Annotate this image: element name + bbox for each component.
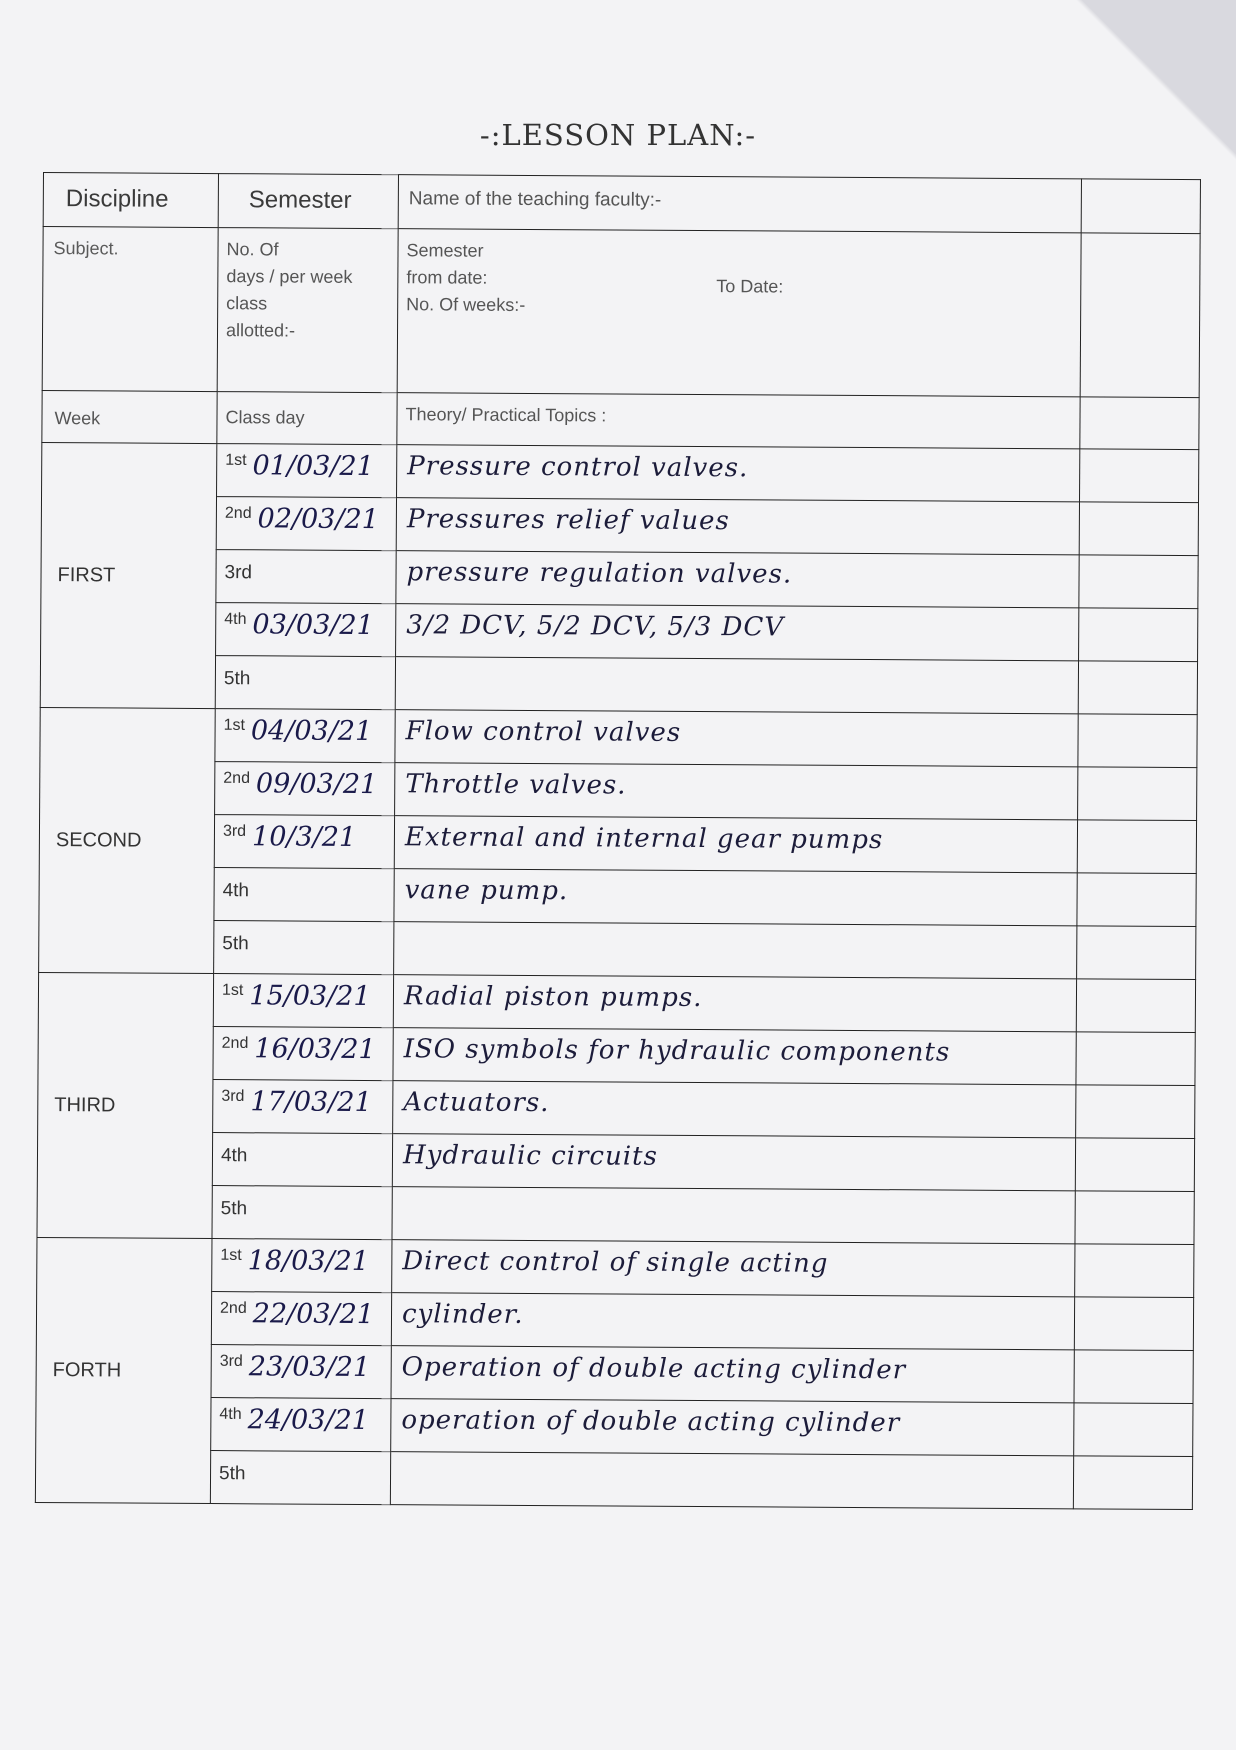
blank-cell: [1073, 1456, 1192, 1510]
class-date: 04/03/21: [250, 715, 373, 748]
topics-column-header: Theory/ Practical Topics :: [405, 404, 607, 426]
topic-cell: Throttle valves.: [395, 763, 1078, 820]
topic-cell: Hydraulic circuits: [392, 1134, 1075, 1191]
class-day-ordinal: [219, 1405, 242, 1431]
week-label: SECOND: [39, 707, 216, 973]
class-day-ordinal: [222, 822, 247, 848]
class-day-ordinal: [225, 451, 247, 477]
blank-cell: [1074, 1297, 1193, 1351]
discipline-header-cell: [43, 173, 218, 228]
class-day-ordinal: [221, 1087, 245, 1113]
topic-cell: [392, 1187, 1075, 1244]
class-day-ordinal-sup: 2nd: [224, 504, 252, 522]
class-day-ordinal: 4th: [222, 880, 250, 902]
class-day-ordinal-sup: 4th: [219, 1405, 242, 1423]
days-line: allotted:-: [225, 320, 296, 341]
week-column-header: Week: [54, 408, 101, 429]
topic-cell: [390, 1452, 1073, 1509]
class-day-cell: [212, 1186, 392, 1240]
class-day-cell: [214, 815, 394, 869]
class-day-ordinal: 5th: [218, 1463, 246, 1485]
days-line: days / per week: [226, 266, 353, 287]
blank-cell: [1074, 1350, 1193, 1404]
class-day-ordinal: 5th: [223, 668, 251, 690]
class-date: 03/03/21: [252, 609, 374, 642]
class-day-ordinal: [224, 504, 252, 530]
class-date: 10/3/21: [251, 821, 357, 853]
subject-label: Subject.: [53, 238, 119, 259]
class-day-cell: [211, 1398, 391, 1452]
class-day-cell: [216, 497, 396, 551]
topic-cell: Actuators.: [393, 1081, 1076, 1138]
blank-cell: [1080, 397, 1199, 450]
blank-cell: [1076, 1085, 1195, 1139]
class-day-cell: [217, 444, 397, 498]
topic-cell: ISO symbols for hydraulic components: [393, 1028, 1076, 1085]
class-day-row: [37, 1237, 1194, 1297]
blank-cell: [1077, 926, 1196, 980]
to-date-label: To Date:: [716, 276, 784, 297]
class-day-column-header: Class day: [225, 407, 305, 428]
class-day-ordinal-sup: 1st: [223, 716, 246, 734]
topic-cell: cylinder.: [391, 1293, 1074, 1350]
blank-cell: [1078, 767, 1197, 821]
class-day-ordinal-sup: 3rd: [222, 822, 247, 840]
lesson-plan-table: [35, 172, 1201, 1510]
blank-cell: [1079, 502, 1198, 556]
header-row: [43, 173, 1200, 234]
class-day-cell: [215, 656, 395, 710]
topic-cell: vane pump.: [394, 869, 1077, 926]
topic-cell: Pressures relief values: [396, 498, 1079, 555]
class-day-ordinal: [221, 1034, 249, 1060]
class-day-ordinal: 4th: [220, 1145, 248, 1167]
class-day-cell: [215, 709, 395, 763]
faculty-label: Name of the teaching faculty:-: [408, 188, 662, 211]
semester-line: No. Of weeks:-: [406, 294, 526, 315]
class-day-ordinal: [224, 610, 247, 636]
class-date: 23/03/21: [248, 1351, 371, 1384]
class-day-ordinal-sup: 2nd: [220, 1299, 247, 1317]
class-day-ordinal-sup: 2nd: [221, 1034, 249, 1052]
days-per-week-cell: [217, 228, 398, 393]
column-header-row: [42, 390, 1199, 449]
class-day-cell: [213, 1080, 393, 1134]
topic-cell: [394, 922, 1077, 979]
blank-cell: [1079, 608, 1198, 662]
topic-cell: operation of double acting cylinder: [391, 1399, 1074, 1456]
class-date: 15/03/21: [249, 980, 371, 1013]
class-day-column-header-cell: [217, 392, 397, 445]
class-date: 18/03/21: [247, 1245, 370, 1278]
faculty-header-cell: [398, 175, 1081, 233]
blank-cell: [1077, 873, 1196, 927]
blank-cell: [1075, 1191, 1194, 1245]
semester-line: from date:: [406, 267, 488, 288]
class-day-cell: [216, 603, 396, 657]
days-per-week-label: [218, 228, 398, 345]
class-day-ordinal: 5th: [220, 1198, 248, 1220]
semester-header-cell: [218, 174, 398, 229]
semester-dates-cell: [397, 229, 1081, 397]
subject-cell: [42, 227, 218, 392]
topic-cell: Flow control valves: [395, 710, 1078, 767]
blank-cell: [1074, 1403, 1193, 1457]
topic-cell: Direct control of single acting: [392, 1240, 1075, 1297]
semester-header: Semester: [248, 186, 352, 214]
class-day-ordinal-sup: 2nd: [223, 769, 251, 787]
class-day-cell: [211, 1292, 391, 1346]
class-day-row: [40, 707, 1197, 767]
semester-line: Semester: [406, 240, 484, 261]
topic-cell: External and internal gear pumps: [394, 816, 1077, 873]
class-day-cell: [212, 1239, 392, 1293]
class-day-ordinal-sup: 3rd: [219, 1352, 243, 1370]
class-day-cell: [213, 974, 393, 1028]
class-day-row: [38, 972, 1195, 1032]
blank-cell: [1078, 714, 1197, 768]
class-day-cell: [211, 1345, 391, 1399]
topic-cell: Pressure control valves.: [397, 445, 1080, 502]
blank-cell: [1079, 555, 1198, 609]
class-day-cell: [214, 868, 394, 922]
blank-cell: [1078, 661, 1197, 715]
topic-cell: pressure regulation valves.: [396, 551, 1079, 608]
class-date: 17/03/21: [250, 1086, 372, 1119]
class-day-ordinal: 3rd: [224, 562, 253, 584]
class-day-cell: [213, 1027, 393, 1081]
class-day-ordinal-sup: 4th: [224, 610, 247, 628]
week-column-header-cell: [42, 390, 217, 443]
class-date: 02/03/21: [257, 503, 379, 536]
blank-cell: [1076, 979, 1195, 1033]
blank-cell: [1080, 233, 1200, 398]
page-title: -:LESSON PLAN:-: [479, 118, 757, 152]
blank-cell: [1080, 449, 1199, 503]
info-row: [42, 227, 1200, 398]
topic-cell: [395, 657, 1078, 714]
class-day-ordinal: [223, 716, 246, 742]
blank-cell: [1075, 1138, 1194, 1192]
class-day-ordinal: [220, 1246, 242, 1272]
class-day-cell: [210, 1451, 390, 1505]
class-day-cell: [216, 550, 396, 604]
discipline-header: Discipline: [65, 185, 169, 213]
class-day-ordinal-sup: 1st: [225, 451, 247, 469]
topic-cell: Radial piston pumps.: [393, 975, 1076, 1032]
class-date: 09/03/21: [255, 768, 378, 801]
blank-cell: [1081, 179, 1200, 234]
class-day-ordinal: [221, 981, 244, 1007]
class-date: 01/03/21: [252, 450, 374, 483]
class-day-cell: [214, 921, 394, 975]
class-day-cell: [212, 1133, 392, 1187]
blank-cell: [1077, 820, 1196, 874]
class-date: 16/03/21: [254, 1033, 376, 1066]
topics-column-header-cell: [397, 393, 1080, 449]
topic-cell: Operation of double acting cylinder: [391, 1346, 1074, 1403]
week-label: THIRD: [37, 972, 214, 1238]
class-day-ordinal-sup: 1st: [220, 1246, 242, 1264]
class-date: 24/03/21: [247, 1404, 369, 1437]
class-day-ordinal: [220, 1299, 247, 1325]
class-day-cell: [215, 762, 395, 816]
class-day-ordinal: [223, 769, 251, 795]
blank-cell: [1075, 1244, 1194, 1298]
days-line: No. Of: [226, 239, 279, 260]
class-day-ordinal-sup: 3rd: [221, 1087, 245, 1105]
week-label: FIRST: [40, 442, 217, 708]
class-day-ordinal-sup: 1st: [221, 981, 244, 999]
class-day-row: [42, 442, 1199, 502]
week-label: FORTH: [35, 1237, 212, 1503]
class-date: 22/03/21: [252, 1298, 375, 1331]
days-line: class: [226, 293, 268, 314]
class-day-ordinal: [219, 1352, 243, 1378]
topic-cell: 3/2 DCV, 5/2 DCV, 5/3 DCV: [396, 604, 1079, 661]
blank-cell: [1076, 1032, 1195, 1086]
class-day-ordinal: 5th: [222, 933, 249, 955]
